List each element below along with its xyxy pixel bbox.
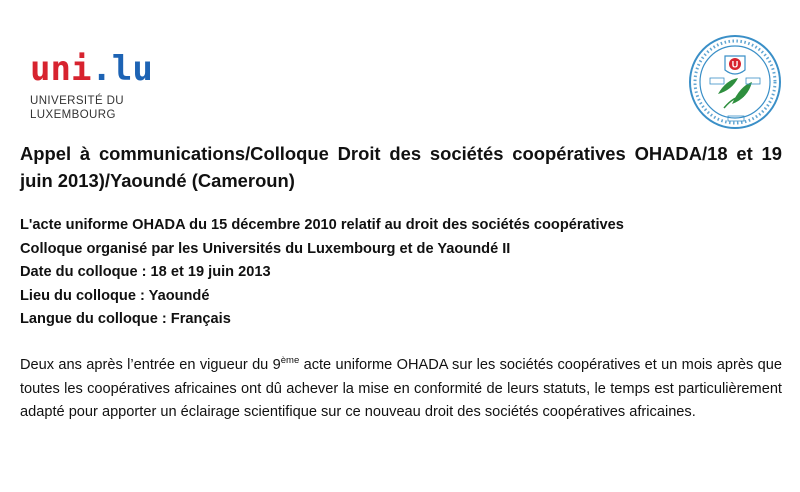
wordmark-lu: .lu: [91, 49, 153, 89]
uni-lu-wordmark: [30, 49, 153, 89]
paragraph-text-rest: acte uniforme OHADA sur les sociétés coopératives et un mois après que toutes les coopératives africaines ont dû achever la mise en conformité de leurs statuts, le temps est particulièrement adapté pour apporter un éclairage scientifique sur ce nouveau droit des sociétés coopératives africaines.: [20, 357, 782, 420]
seal-letter: U: [731, 59, 739, 70]
info-line-language: Langue du colloque : Français: [20, 311, 231, 327]
ordinal-superscript: ème: [280, 355, 300, 367]
page-title: Appel à communications/Colloque Droit des sociétés coopératives OHADA/18 et 19 juin 2013)/Yaoundé (Cameroun): [20, 143, 782, 191]
info-line-organizers: Colloque organisé par les Universités du Luxembourg et de Yaoundé II: [20, 240, 511, 257]
info-line-act: L'acte uniforme OHADA du 15 décembre 2010 relatif au droit des sociétés coopératives: [20, 217, 624, 233]
info-line-date: Date du colloque : 18 et 19 juin 2013: [20, 264, 271, 280]
logo-caption-line2: LUXEMBOURG: [30, 109, 116, 121]
intro-paragraph: [20, 354, 782, 425]
logo-caption: [30, 94, 140, 122]
university-luxembourg-logo: [30, 49, 153, 122]
university-yaounde-seal-icon: [688, 34, 782, 130]
info-line-location: Lieu du colloque : Yaoundé: [20, 287, 210, 304]
colloquium-info: [20, 214, 782, 332]
wordmark-uni: uni: [30, 49, 92, 89]
paragraph-text-start: Deux ans après l’entrée en vigueur du 9: [20, 357, 281, 373]
logo-caption-line1: UNIVERSITÉ DU: [30, 95, 125, 107]
